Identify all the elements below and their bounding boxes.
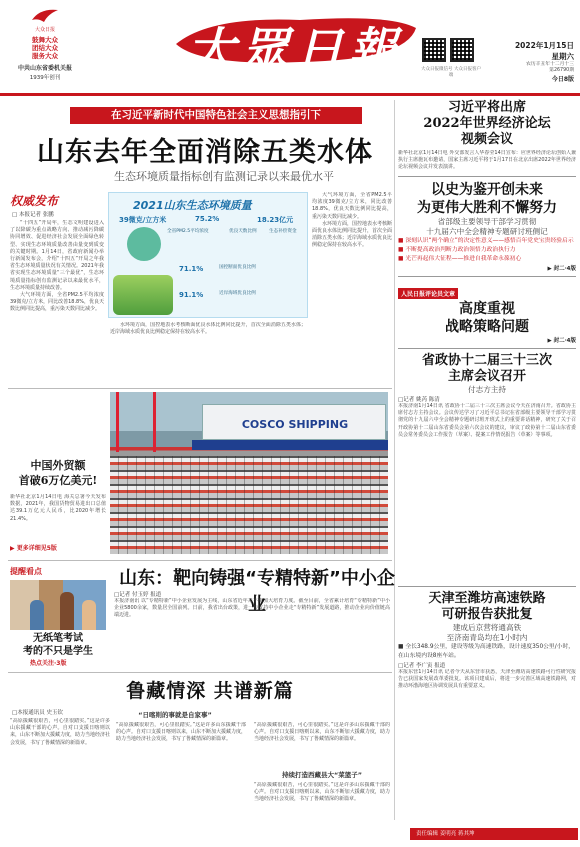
lead-byline: □ 本报记者 张鹏 — [12, 212, 54, 218]
story-headline[interactable]: 省政协十二届三十三次 — [421, 353, 552, 368]
photo-caption: 新华社北京1月14日电 海关总署今天发布数据，2021年，我国货物贸易进出口总值达39.1万亿元人民币，比2020年增长21.4%。 — [10, 494, 106, 522]
founded-year: 1939年创刊 — [29, 75, 61, 81]
commentary-tag: 人民日报评论员文章 — [398, 288, 458, 299]
divider — [398, 586, 576, 587]
story-body: 新华社北京1月14日电 外交部发言人华春莹14日宣布：应世界经济论坛创始人兼执行主席施瓦布邀请，国家主席习近平将于1月17日在北京出席2022年世界经济论坛视频会议并发表演讲。 — [398, 150, 576, 171]
story-bullet: ■ 不断提高政治判断力政治领悟力政治执行力 — [398, 247, 516, 253]
qr-code-icon[interactable] — [422, 38, 446, 62]
masthead-title — [170, 6, 420, 79]
story-headline[interactable]: 高度重视 — [459, 301, 515, 317]
ship-name: COSCO SHIPPING — [241, 418, 349, 431]
story-headline[interactable]: 可研报告获批复 — [441, 607, 533, 622]
lead-banner: 在习近平新时代中国特色社会主义思想指引下 — [70, 107, 362, 124]
story-byline: □记者 姚芮 陈清 — [398, 397, 440, 403]
photo-caption-block — [10, 458, 106, 534]
infographic-stat: 75.2% — [195, 215, 220, 223]
column-divider — [394, 100, 395, 820]
brand-small: 大众日报 — [34, 27, 55, 33]
bird-logo-icon — [30, 6, 60, 26]
student-figure — [30, 600, 44, 630]
issue-weekday: 星期六 — [551, 52, 574, 61]
section-divider — [8, 388, 392, 389]
motto-line: 鼓舞大众 — [32, 36, 58, 44]
story-headline[interactable]: 习近平将出席 — [447, 100, 526, 115]
infographic-note: 全省PM2.5平均浓度 — [167, 229, 209, 234]
tibet-body-col3: “高原援藏很艰苦，可心里很踏实。”这是许多山东援藏干部的心声。自对口支援日喀则以来，山东不断加大援藏力度，助力当地经济社会发展，书写了鲁藏情深的新篇章。 — [254, 722, 390, 743]
divider — [398, 276, 576, 277]
section-divider — [8, 560, 392, 561]
tip-headline-line: 考的不只是学生 — [23, 646, 93, 657]
cargo-ship — [202, 404, 386, 440]
editor-footer: 责任编辑 姜明亮 蒋其坤 — [410, 828, 578, 840]
infographic-stat: 91.1% — [179, 291, 204, 299]
infographic-stat: 39微克/立方米 — [119, 216, 167, 224]
motto-line: 服务大众 — [32, 52, 58, 60]
issue-date: 2022年1月15日 — [514, 41, 574, 50]
lead-paragraph: 水环境方面，国控地表水考核断面优良水体比例同比提升，首次全面消除五类水体；近岸海域水质优良比例稳定保持在较高水平。 — [110, 322, 306, 336]
infographic-note: 近岸海域优良比例 — [219, 291, 256, 296]
story-headline[interactable]: 战略策略问题 — [445, 319, 529, 335]
divider — [398, 348, 576, 349]
qr-caption-right: 大众日报客户端 — [448, 67, 481, 78]
story-byline: □记者 李广寅 报道 — [398, 663, 446, 669]
ecology-infographic — [108, 192, 308, 318]
story-bullet: ■ 深刻认识“两个确立”的决定性意义——感悟百年党史宝贵经验启示 — [398, 238, 574, 244]
tibet-headline[interactable]: 鲁藏情深 共谱新篇 — [126, 680, 294, 702]
infographic-stat: 71.1% — [179, 265, 204, 273]
story-headline[interactable]: 主席会议召开 — [447, 369, 526, 384]
story-headline[interactable]: 视频会议 — [460, 132, 513, 147]
story-subheadline: 至济南青岛均在1小时内 — [446, 633, 528, 642]
masthead-left-block — [4, 4, 86, 92]
lead-body-col3 — [312, 192, 392, 372]
infographic-note: 生态补偿资金 — [269, 229, 297, 234]
section-divider — [8, 672, 392, 673]
authoritative-release-tag: 权威发布 — [10, 194, 59, 208]
newspaper-title: 大眾日報 — [186, 23, 403, 79]
infographic-note: 国控断面优良比例 — [219, 265, 256, 270]
story-more-link[interactable]: ▶ 封二·4版 — [547, 266, 576, 272]
smes-byline: □记者 付玉婷 报道 — [114, 592, 162, 598]
story-headline[interactable]: 以史为鉴开创未来 — [431, 182, 543, 198]
qr-code-icon[interactable] — [450, 38, 474, 62]
motto — [4, 36, 86, 60]
parked-cars — [110, 456, 388, 554]
story-lede: ■ 全长348.9公里，建设等级为高速铁路，设计速度350公里/小时，在山东境内设8座车站。 — [398, 644, 575, 659]
tip-more-link[interactable]: 热点关注·3版 — [30, 660, 67, 667]
tibet-subheadline: “日喀则的事就是自家事” — [138, 711, 212, 719]
tibet-body-col2: “高原援藏很艰苦，可心里很踏实。”这是许多山东援藏干部的心声。自对口支援日喀则以来，山东不断加大援藏力度，助力当地经济社会发展，书写了鲁藏情深的新篇章。 — [116, 722, 246, 743]
bullet-text: 深刻认识“两个确立”的决定性意义——感悟百年党史宝贵经验启示 — [405, 238, 574, 244]
tibet-byline: □本报通讯员 史玉钦 — [12, 710, 63, 716]
qr-codes — [420, 38, 482, 78]
story-subheadline: 建成后京营将通高铁 — [452, 623, 522, 632]
tip-header: 提醒看点 — [10, 567, 42, 576]
photo-headline[interactable]: 中国外贸额 — [30, 459, 86, 472]
tip-headline-line: 无纸笔考试 — [33, 633, 83, 644]
infographic-note: 优良天数比例 — [229, 229, 257, 234]
lead-byline-box — [12, 210, 104, 218]
student-figure — [82, 600, 96, 630]
page-count: 今日8版 — [551, 76, 574, 83]
lead-body-col2 — [110, 322, 306, 372]
pm25-circle — [127, 227, 161, 261]
lead-paragraph: “十四五”开局年，生态文明建设进入了以降碳为重点战略方向、推动减污降碳协同增效、促进经济社会发展全面绿色转型、实现生态环境质量改善由量变到质变的关键时期。1月14日，省政府新闻办举行新闻发布会，介绍“十四五”开局之年我省生态环境质量状况有关情况。2021年我省实现生态环境质量“三个最优”，生态环境质量指标创有监测记录以来最优水平，生态环境质量持续改善。 — [10, 220, 104, 291]
story-subheadline: 十九届六中全会精神专题研讨班侧记 — [426, 227, 548, 236]
student-figure — [60, 592, 74, 630]
organization: 中共山东省委机关报 — [17, 65, 72, 72]
bullet-text: 不断提高政治判断力政治领悟力政治执行力 — [405, 247, 516, 253]
smes-headline[interactable]: 山东：靶向铸强“专精特新”中小企业 — [119, 568, 395, 615]
photo-headline[interactable]: 首破6万亿美元! — [18, 474, 98, 487]
qr-caption — [420, 66, 482, 78]
right-column-lower — [398, 582, 576, 819]
smes-body: 本报济南讯 以“专精特新”中小企业发展为主线，山东省近年来不断加大培育力度。截至目前，全省累计培育“专精特新”中小企业5800余家，数量居全国前列。日前，我省出台政策，进一步支持中小企业走“专精特新”发展道路，推动企业向价值链高端迈进。 — [114, 598, 390, 619]
lunar-date: 农历辛丑年十二月十三 — [526, 62, 574, 67]
tip-headline[interactable] — [10, 632, 106, 658]
more-news-link[interactable]: ▶ 更多详细见5版 — [10, 545, 57, 552]
tibet-body-col4: “高原援藏很艰苦，可心里很踏实。”这是许多山东援藏干部的心声。自对口支援日喀则以来，山东不断加大援藏力度，助力当地经济社会发展，书写了鲁藏情深的新篇章。 — [254, 782, 390, 803]
story-subheadline: 付志方主持 — [468, 385, 506, 394]
crane-shape — [116, 392, 156, 452]
story-body: 本报东营1月14日讯 记者今天从东营市获悉，天津至潍坊高速铁路可行性研究报告已获国家发展改革委批复。该项目建成后，将进一步完善区域高速铁路网，对推动环渤海地区协调发展具有重要意义。 — [398, 669, 576, 690]
infographic-title: 2021山东生态环境质量 — [133, 199, 252, 212]
infographic-stat: 18.23亿元 — [257, 216, 294, 224]
story-headline[interactable]: 天津至潍坊高速铁路 — [428, 591, 546, 606]
motto-line: 团结大众 — [32, 44, 58, 52]
bullet-text: 光芒再起伟大征程——推进自我革命永葆初心 — [405, 256, 522, 262]
story-body: 本报济南1月14日讯 省政协十二届三十三次主席会议今天在济南召开。省政协主席付志方主持会议。会议传达学习了习近平总书记在省部级主要领导干部学习贯彻党的十九届六中全会精神专题研讨班开班式上的重要讲话精神，研究了关于召开政协第十二届山东省委员会第六次会议的建议，审议了政协第十二届山东省委员会常务委员会工作报告（草案）、提案工作情况报告（草案）等事项。 — [398, 403, 576, 438]
lead-paragraph: 大气环境方面，全省PM2.5平均浓度39微克/立方米，同比改善18.8%，优良天数比例同比提高，重污染天数同比减少。 — [10, 292, 104, 313]
lead-paragraph: 大气环境方面，全省PM2.5平均浓度39微克/立方米，同比改善18.8%，优良天数比例同比提高，重污染天数同比减少。 — [312, 192, 392, 220]
lead-headline[interactable]: 山东去年全面消除五类水体 — [37, 137, 373, 168]
story-more-link[interactable]: ▶ 封二·4版 — [547, 338, 576, 344]
story-subheadline: 省部级主要领导干部学习贯彻 — [437, 217, 537, 226]
right-column — [398, 100, 576, 513]
masthead — [0, 0, 580, 96]
exam-photo — [10, 580, 106, 630]
qr-caption-left: 大众日报微信号 — [421, 67, 453, 72]
lead-body-col1 — [10, 220, 104, 360]
story-bullet: ■ 光芒再起伟大征程——推进自我革命永葆初心 — [398, 256, 522, 262]
story-headline[interactable]: 为更伟大胜利不懈努力 — [417, 200, 557, 216]
divider — [398, 176, 576, 177]
ship-hull — [192, 440, 388, 450]
lead-paragraph: 水环境方面，国控地表水考核断面优良水体比例同比提升，首次全面消除五类水体；近岸海域水质优良比例稳定保持在较高水平。 — [312, 220, 392, 249]
masthead-date-block — [488, 40, 574, 83]
port-photo — [110, 392, 388, 554]
lede-text: 全长348.9公里，建设等级为高速铁路，设计速度350公里/小时，在山东境内设8座车站。 — [398, 644, 575, 659]
issue-number: 第26790期 — [549, 68, 574, 73]
story-headline[interactable]: 2022年世界经济论坛 — [423, 116, 551, 131]
farmland-illustration — [113, 275, 173, 315]
lead-subheadline: 生态环境质量指标创有监测记录以来最优水平 — [114, 170, 334, 183]
tibet-side-headline: 持续打造西藏县大“菜篮子” — [281, 771, 363, 779]
tibet-body-col1: “高原援藏很艰苦，可心里很踏实。”这是许多山东援藏干部的心声。自对口支援日喀则以来，山东不断加大援藏力度，助力当地经济社会发展，书写了鲁藏情深的新篇章。 — [10, 718, 110, 746]
